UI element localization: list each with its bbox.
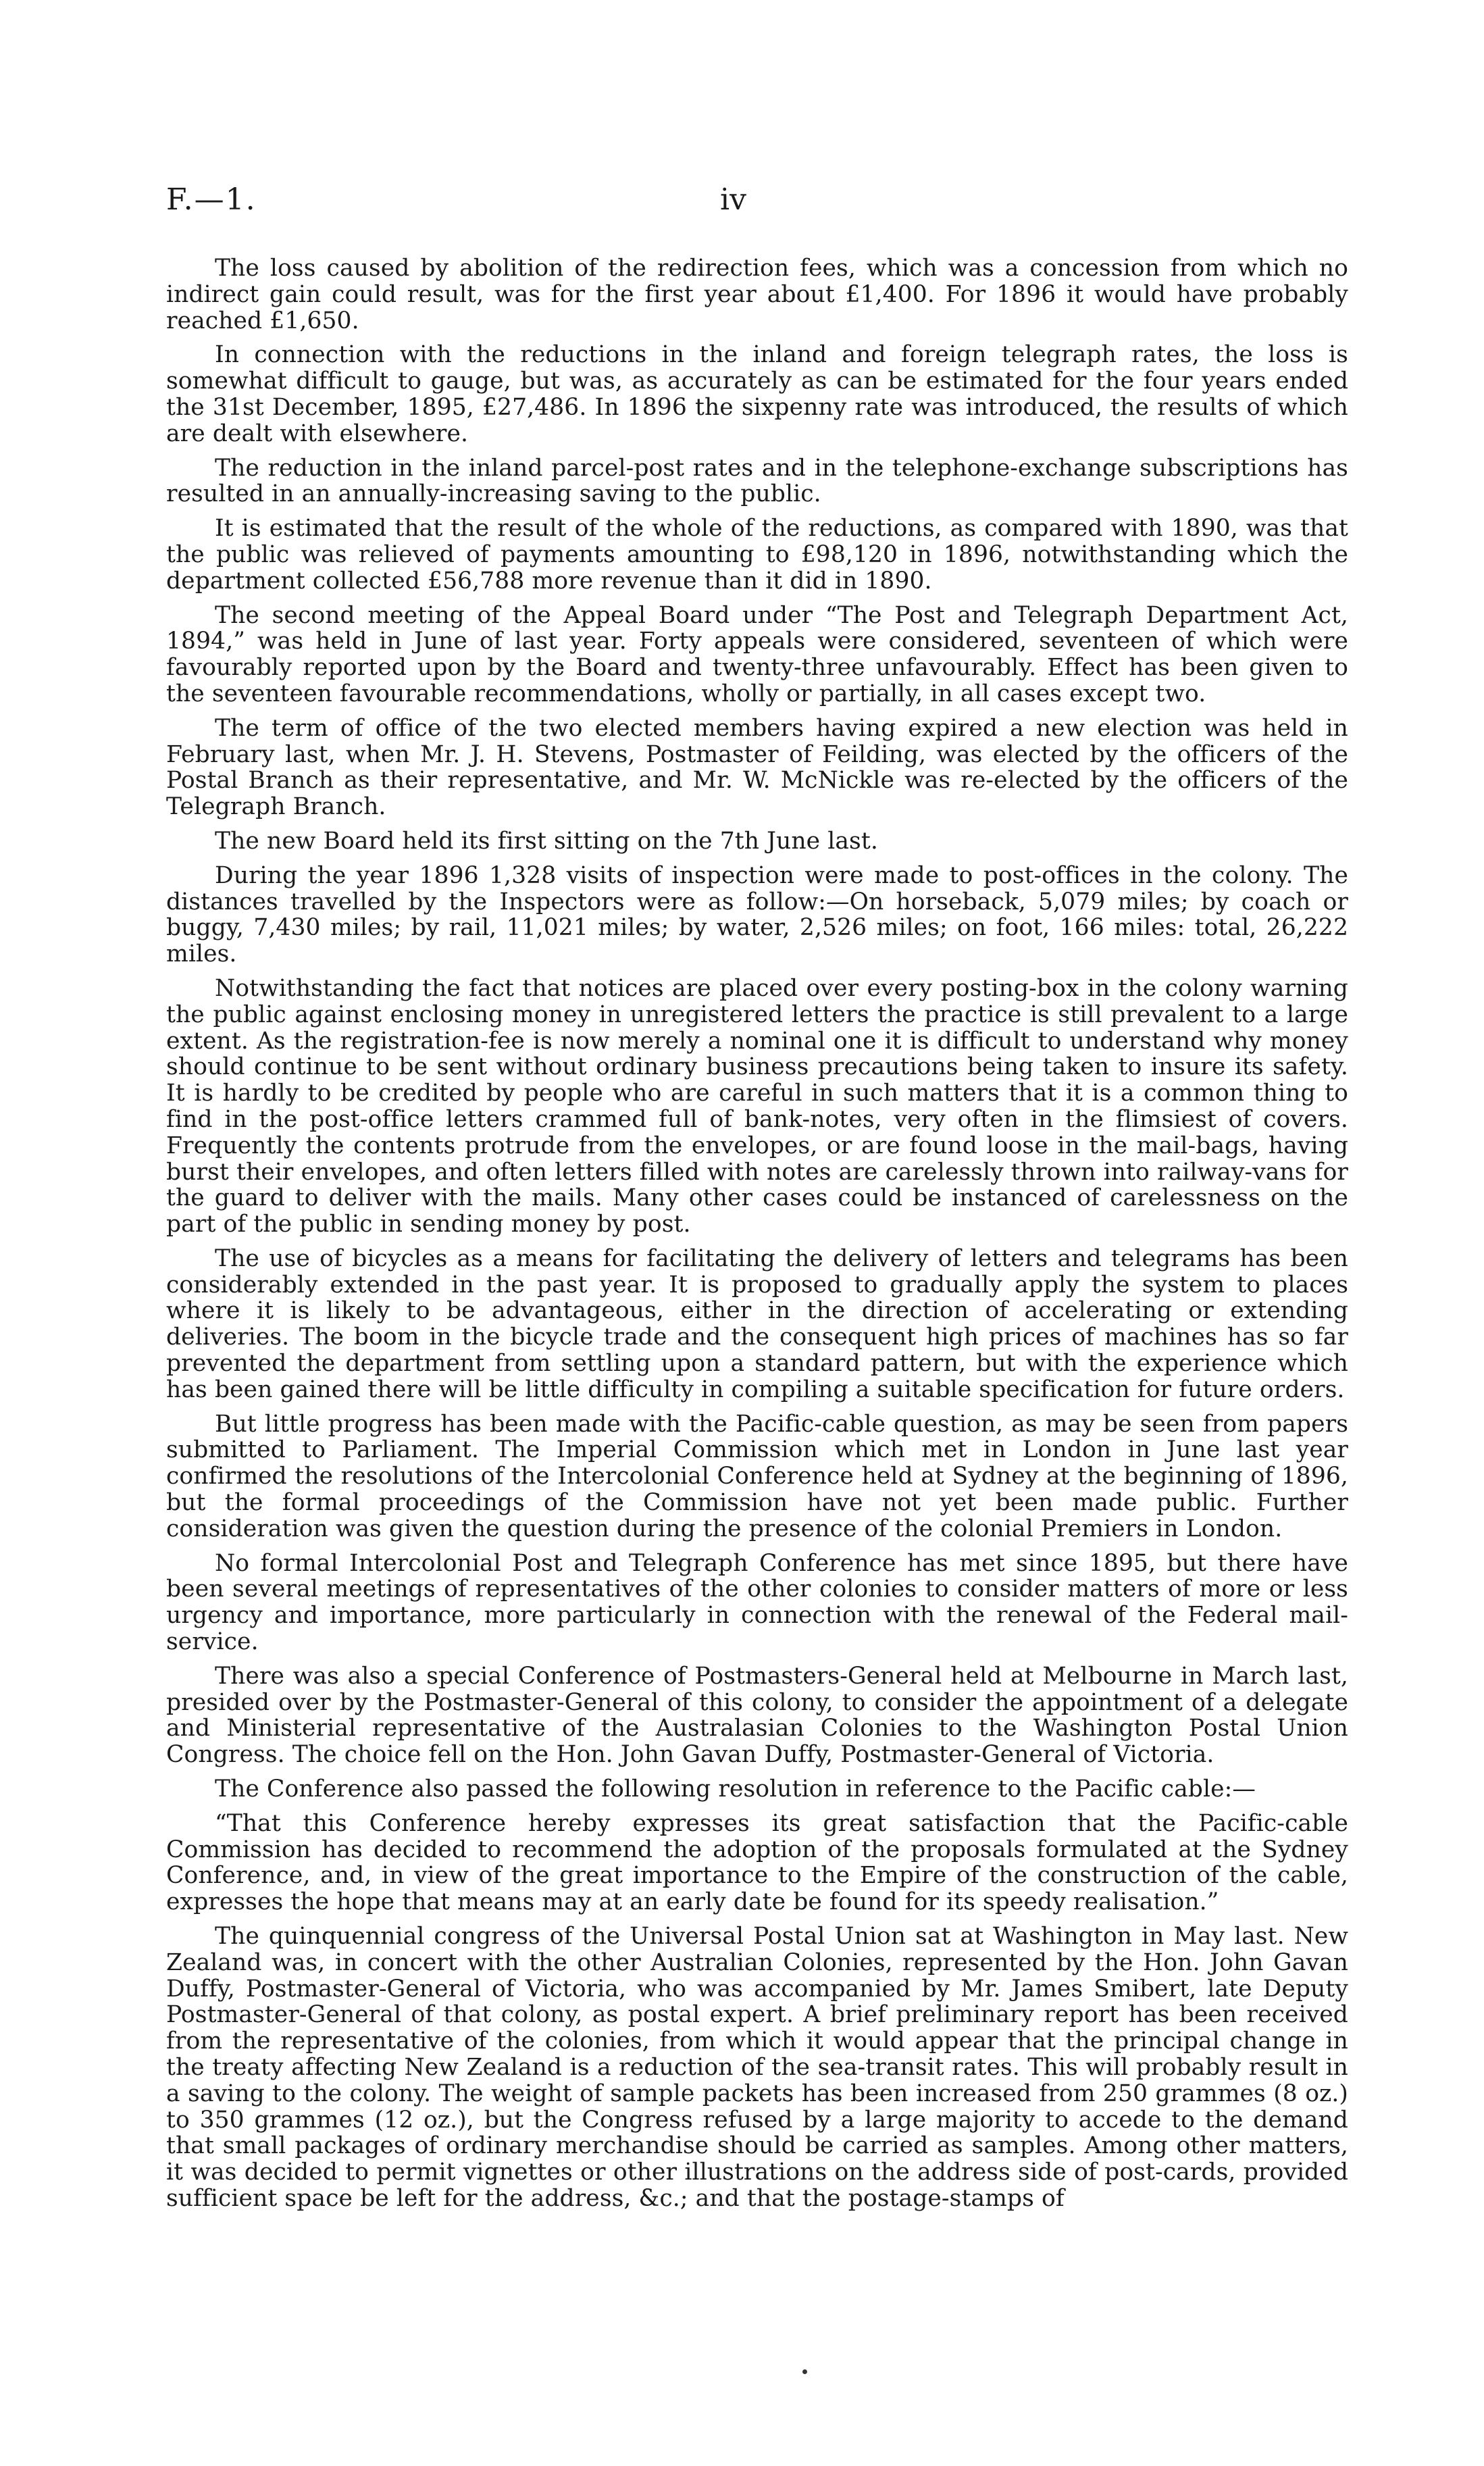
- document-reference: F.—1.: [166, 182, 257, 217]
- paragraph-postal-union-congress: The quinquennial congress of the Universal Postal Union sat at Washington in May last. New Zealand was, in concert with the other Australian Colonies, represented by the Hon. John Gavan Duffy, Postmaster-General of Victoria, who was accompanied by Mr. James Smibert, late Deputy Postmaster-General of that colony, as postal expert. A brief preliminary report has been received from the representative of the colonies, from which it would appear that the principal change in the treaty affecting New Zealand is a reduction of the sea-transit rates. This will probably result in a saving to the colony. The weight of sample packets has been increased from 250 grammes (8 oz.) to 350 grammes (12 oz.), but the Congress refused by a large majority to accede to the demand that small packages of ordinary merchandise should be carried as samples. Among other matters, it was decided to permit vignettes or other illustrations on the address side of post-cards, provided sufficient space be left for the address, &c.; and that the postage-stamps of: [166, 1923, 1348, 2212]
- paragraph-resolution-intro: The Conference also passed the following resolution in reference to the Pacific cable:—: [215, 1776, 1256, 1803]
- page-number: iv: [720, 182, 746, 217]
- paragraph-resolution-quote: “That this Conference hereby expresses its great satisfaction that the Pacific-cable Commission has decided to recommend the adoption of the proposals formulated at the Sydney Conference, and, in view of the great importance to the Empire of the construction of the cable, expresses the hope that means may at an early date be found for its speedy realisation.”: [166, 1809, 1348, 1916]
- paragraph-inspections: During the year 1896 1,328 visits of inspection were made to post-offices in the colony. The distances travelled by the Inspectors were as follow:—On horseback, 5,079 miles; by coach or buggy, 7,430 miles; by rail, 11,021 miles; by water, 2,526 miles; on foot, 166 miles: total, 26,222 miles.: [166, 861, 1348, 968]
- page-header: [166, 182, 1348, 223]
- paragraph-pacific-cable: But little progress has been made with the Pacific-cable question, as may be seen from papers submitted to Parliament. The Imperial Commission which met in London in June last year confirmed the resolutions of the Intercolonial Conference held at Sydney at the beginning of 1896, but the formal proceedings of the Commission have not yet been made public. Further consideration was given the question during the presence of the colonial Premiers in London.: [166, 1410, 1348, 1542]
- paragraph-appeal-board: The second meeting of the Appeal Board under “The Post and Telegraph Department Act, 1894,” was held in June of last year. Forty appeals were considered, seventeen of which were favourably reported upon by the Board and twenty-three unfavourably. Effect has been given to the seventeen favourable recommendations, wholly or partially, in all cases except two.: [166, 601, 1348, 707]
- paragraph-redirection-fees: The loss caused by abolition of the redirection fees, which was a concession from which no indirect gain could result, was for the first year about £1,400. For 1896 it would have probably reached £1,650.: [166, 255, 1348, 334]
- paragraph-unregistered-money: Notwithstanding the fact that notices are placed over every posting-box in the colony warning the public against enclosing money in unregistered letters the practice is still prevalent to a large extent. As the registration-fee is now merely a nominal one it is difficult to understand why money should continue to be sent without ordinary business precautions being taken to insure its safety. It is hardly to be credited by people who are careful in such matters that it is a common thing to find in the post-office letters crammed full of bank-notes, very often in the flimsiest of covers. Frequently the contents protrude from the envelopes, or are found loose in the mail-bags, having burst their envelopes, and often letters filled with notes are carelessly thrown into railway-vans for the guard to deliver with the mails. Many other cases could be instanced of carelessness on the part of the public in sending money by post.: [166, 974, 1348, 1238]
- paragraph-parcel-post: The reduction in the inland parcel-post rates and in the telephone-exchange subscriptions has resulted in an annually-increasing saving to the public.: [166, 454, 1348, 508]
- body-text: [166, 255, 1348, 2220]
- paragraph-bicycles: The use of bicycles as a means for facilitating the delivery of letters and telegrams has been considerably extended in the past year. It is proposed to gradually apply the system to places where it is likely to be advantageous, either in the direction of accelerating or extending deliveries. The boom in the bicycle trade and the consequent high prices of machines has so far prevented the department from settling upon a standard pattern, but with the experience which has been gained there will be little difficulty in compiling a suitable specification for future orders.: [166, 1244, 1348, 1403]
- paragraph-intercolonial-conference: No formal Intercolonial Post and Telegraph Conference has met since 1895, but there have been several meetings of representatives of the other colonies to consider matters of more or less urgency and importance, more particularly in connection with the renewal of the Federal mail-service.: [166, 1549, 1348, 1656]
- paragraph-postmasters-conference: There was also a special Conference of Postmasters-General held at Melbourne in March last, presided over by the Postmaster-General of this colony, to consider the appointment of a delegate and Ministerial representative of the Australasian Colonies to the Washington Postal Union Congress. The choice fell on the Hon. John Gavan Duffy, Postmaster-General of Victoria.: [166, 1662, 1348, 1769]
- paragraph-board-election: The term of office of the two elected members having expired a new election was held in February last, when Mr. J. H. Stevens, Postmaster of Feilding, was elected by the officers of the Postal Branch as their representative, and Mr. W. McNickle was re-elected by the officers of the Telegraph Branch.: [166, 714, 1348, 821]
- page-speck-mark: [802, 2369, 807, 2374]
- paragraph-telegraph-rates: In connection with the reductions in the inland and foreign telegraph rates, the loss is somewhat difficult to gauge, but was, as accurately as can be estimated for the four years ended the 31st December, 1895, £27,486. In 1896 the sixpenny rate was introduced, the results of which are dealt with elsewhere.: [166, 341, 1348, 447]
- paragraph-new-board: The new Board held its first sitting on the 7th June last.: [215, 827, 878, 855]
- paragraph-reductions-result: It is estimated that the result of the whole of the reductions, as compared with 1890, was that the public was relieved of payments amounting to £98,120 in 1896, notwithstanding which the department collected £56,788 more revenue than it did in 1890.: [166, 515, 1348, 595]
